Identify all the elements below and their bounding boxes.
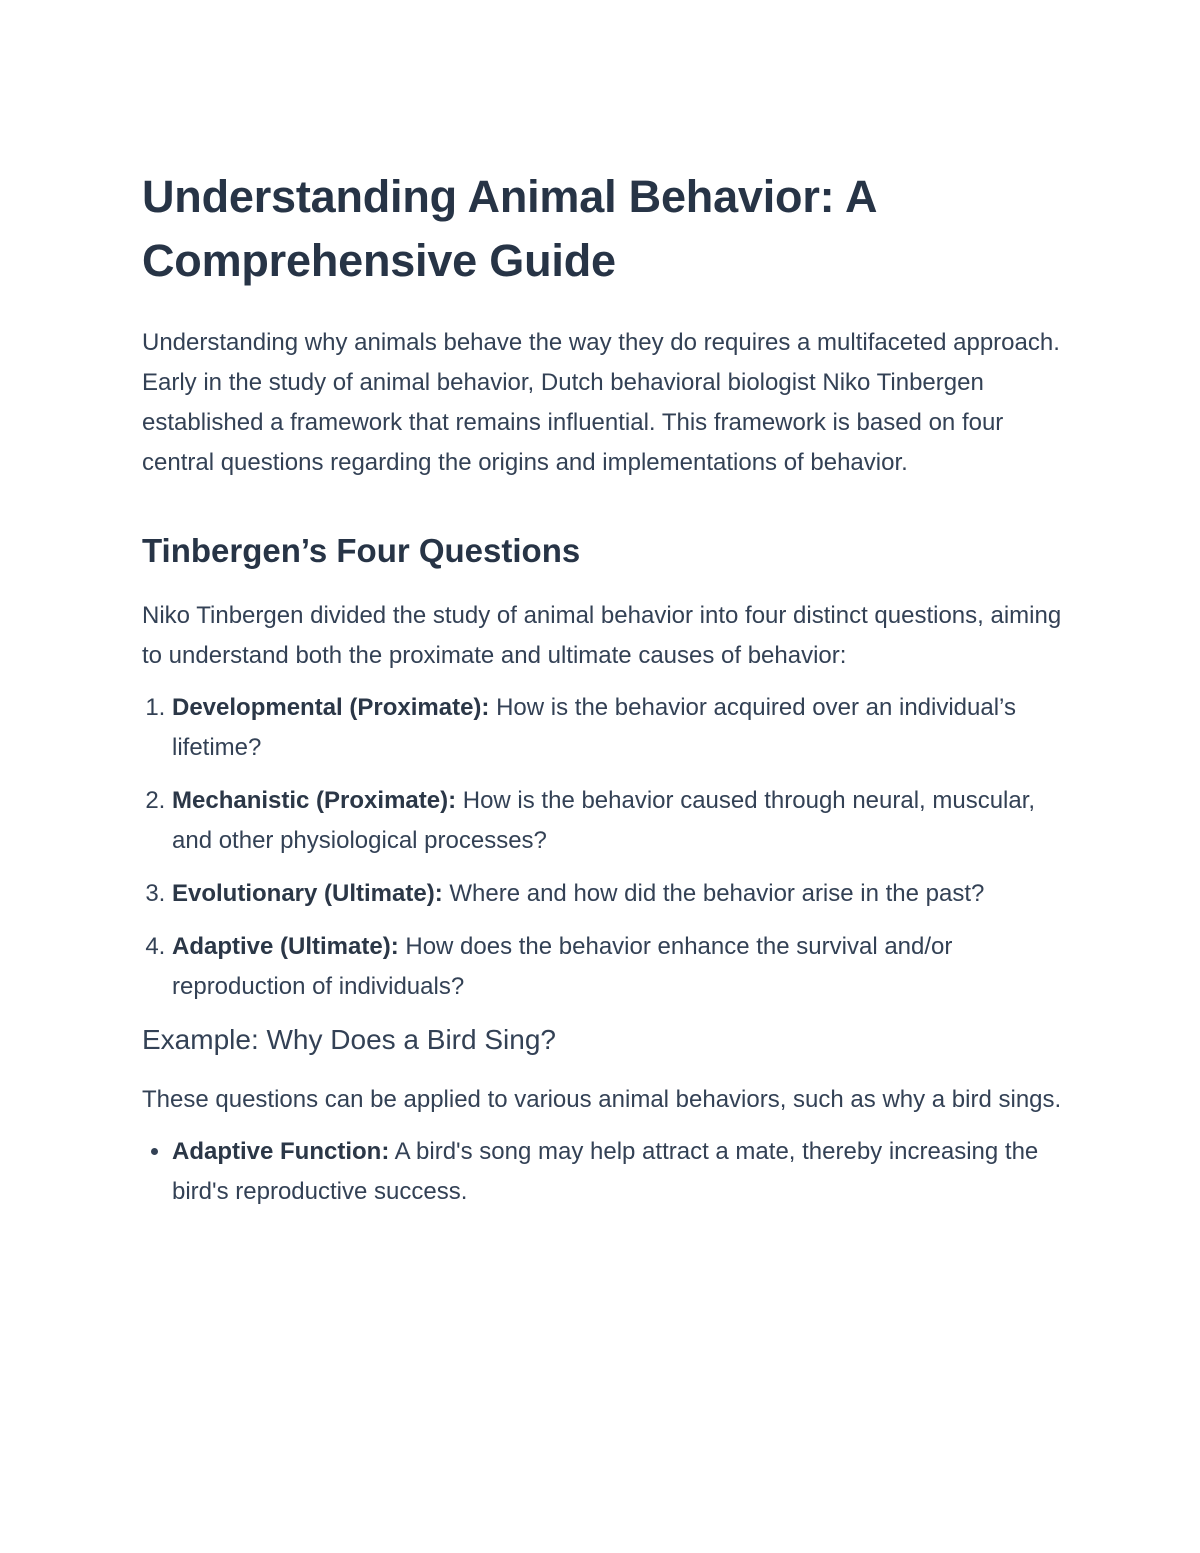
- document-page: [142, 165, 1072, 1212]
- section-heading: Tinbergen’s Four Questions: [142, 532, 581, 569]
- question-label: Adaptive (Ultimate):: [172, 933, 399, 960]
- section-intro-paragraph: Niko Tinbergen divided the study of animal behavior into four distinct questions, aiming to understand both the proximate and ultimate causes of behavior:: [142, 602, 1062, 669]
- list-item: [172, 927, 1072, 1007]
- intro-paragraph: Understanding why animals behave the way they do requires a multifaceted approach. Early in the study of animal behavior, Dutch behavioral biologist Niko Tinbergen established a framework that remains influential. This framework is based on four central questions regarding the origins and implementations of behavior.: [142, 329, 1060, 476]
- questions-list: [142, 688, 1072, 1007]
- example-heading: Example: Why Does a Bird Sing?: [142, 1024, 556, 1055]
- question-text: How is the behavior acquired over an individual’s lifetime?: [172, 694, 1016, 761]
- example-intro-paragraph: These questions can be applied to various animal behaviors, such as why a bird sings.: [142, 1086, 1062, 1113]
- question-text: Where and how did the behavior arise in the past?: [442, 880, 985, 907]
- question-label: Mechanistic (Proximate):: [172, 787, 457, 814]
- list-item: [172, 688, 1072, 768]
- document-title: Understanding Animal Behavior: A Comprehensive Guide: [142, 171, 876, 286]
- question-label: Evolutionary (Ultimate):: [172, 880, 443, 907]
- question-text: How is the behavior caused through neural, muscular, and other physiological processes?: [172, 787, 1036, 854]
- list-item: [172, 1132, 1072, 1212]
- question-text: How does the behavior enhance the survival and/or reproduction of individuals?: [172, 933, 953, 1000]
- example-list: [142, 1132, 1072, 1212]
- example-label: Adaptive Function:: [172, 1138, 390, 1165]
- list-item: [172, 781, 1072, 861]
- list-item: [172, 874, 1072, 914]
- question-label: Developmental (Proximate):: [172, 694, 490, 721]
- example-text: A bird's song may help attract a mate, thereby increasing the bird's reproductive success.: [172, 1138, 1039, 1205]
